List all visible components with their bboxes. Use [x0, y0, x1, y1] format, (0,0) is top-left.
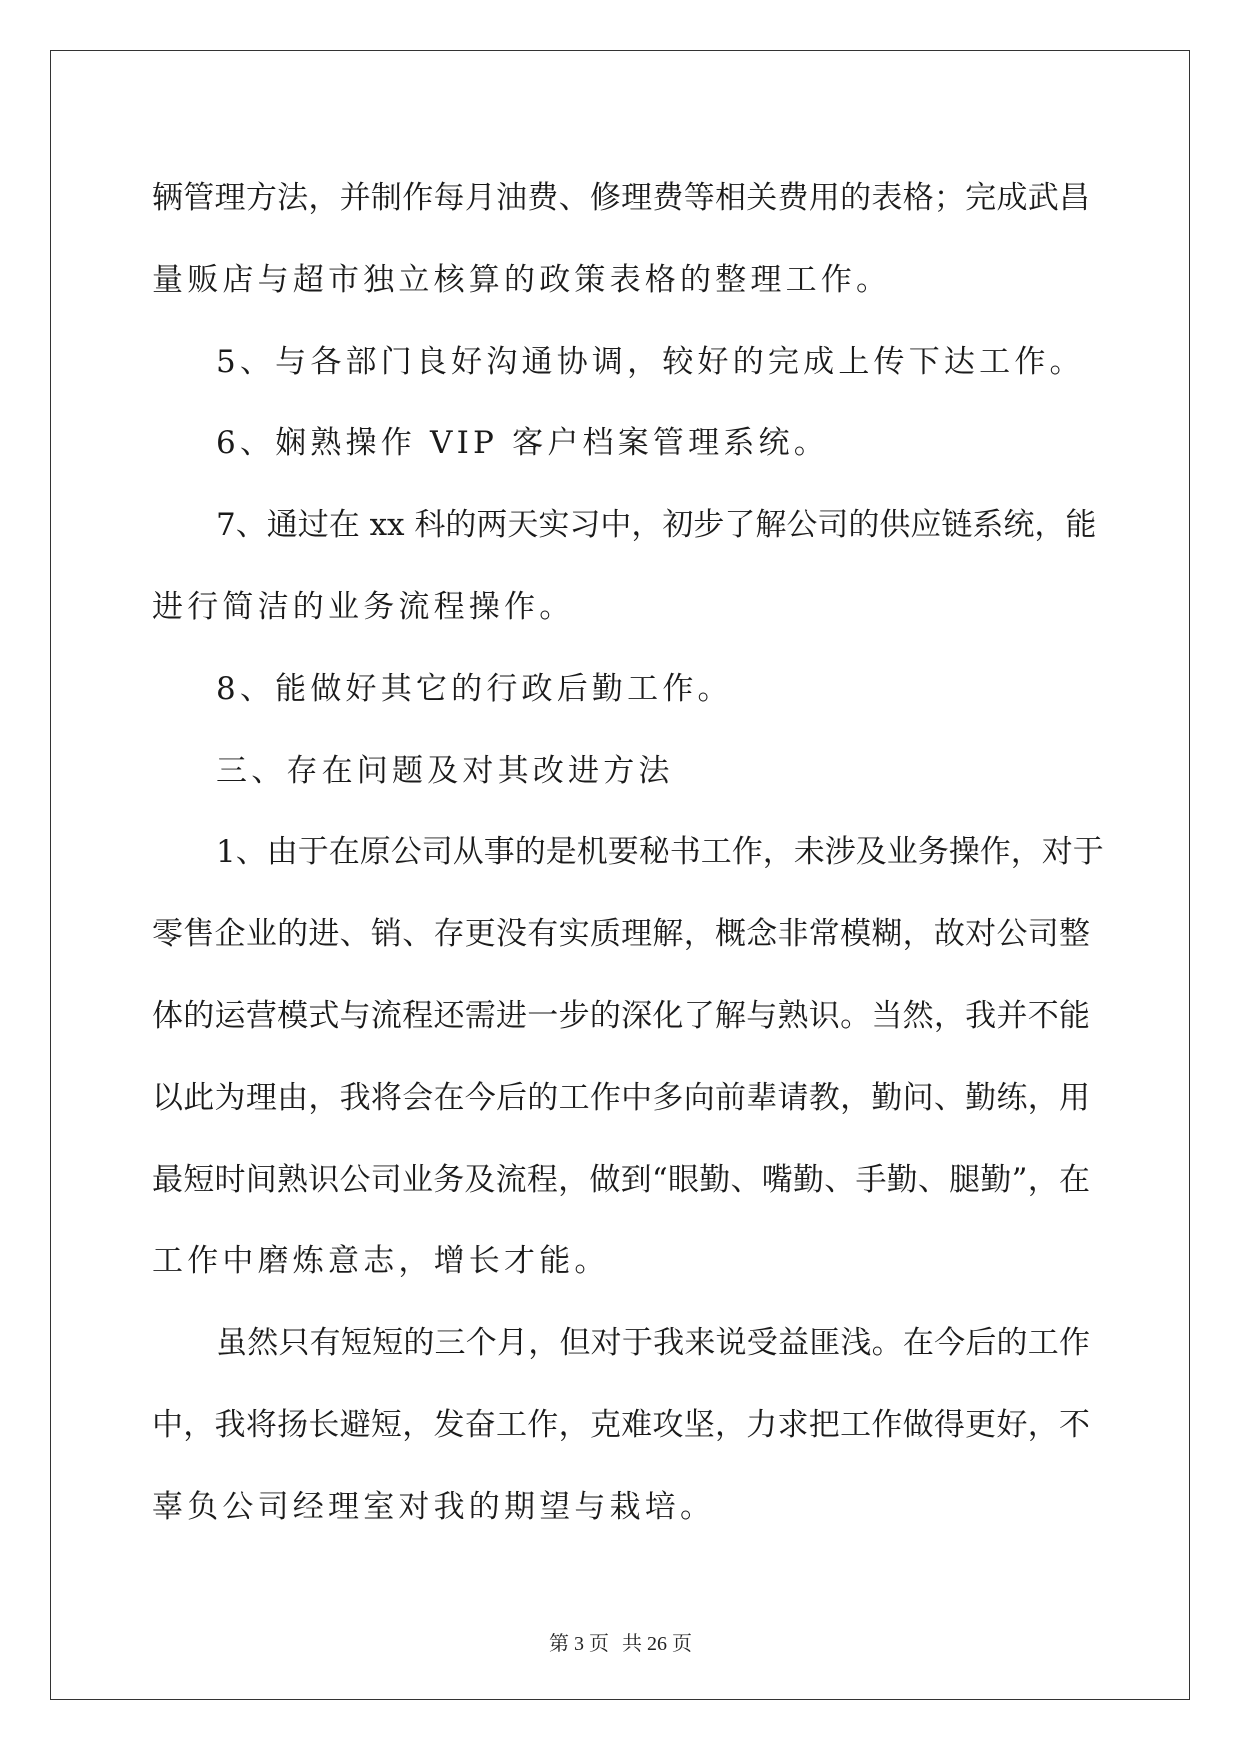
text-line: 零售企业的进、销、存更没有实质理解，概念非常模糊，故对公司整	[152, 916, 1090, 953]
page-footer	[0, 1627, 1241, 1656]
text-line: 量贩店与超市独立核算的政策表格的整理工作。	[152, 261, 892, 298]
text-line: 体的运营模式与流程还需进一步的深化了解与熟识。当然，我并不能	[152, 997, 1090, 1034]
text-line: 进行简洁的业务流程操作。	[152, 588, 575, 625]
text-line: 工作中磨炼意志，增长才能。	[152, 1243, 610, 1280]
text-line: 1、由于在原公司从事的是机要秘书工作，未涉及业务操作，对于	[216, 834, 1104, 871]
text-line: 虽然只有短短的三个月，但对于我来说受益匪浅。在今后的工作	[216, 1325, 1090, 1362]
text-line: 中，我将扬长避短，发奋工作，克难攻坚，力求把工作做得更好，不	[152, 1406, 1090, 1443]
text-line: 8、能做好其它的行政后勤工作。	[216, 670, 733, 707]
text-line: 三、存在问题及对其改进方法	[216, 752, 674, 789]
text-line: 7、通过在 xx 科的两天实习中，初步了解公司的供应链系统，能	[216, 507, 1097, 544]
text-line: 以此为理由，我将会在今后的工作中多向前辈请教，勤问、勤练，用	[152, 1079, 1090, 1116]
text-line: 最短时间熟识公司业务及流程，做到“眼勤、嘴勤、手勤、腿勤”，在	[152, 1161, 1090, 1198]
text-line: 辆管理方法，并制作每月油费、修理费等相关费用的表格；完成武昌	[152, 180, 1090, 216]
text-line: 辜负公司经理室对我的期望与栽培。	[152, 1488, 716, 1525]
text-line: 6、娴熟操作 VIP 客户档案管理系统。	[216, 425, 829, 462]
page-number: 第 3 页	[549, 1633, 609, 1655]
text-line: 5、与各部门良好沟通协调，较好的完成上传下达工作。	[216, 343, 1085, 380]
page-total: 共 26 页	[622, 1633, 692, 1655]
document-body	[152, 158, 1104, 1549]
